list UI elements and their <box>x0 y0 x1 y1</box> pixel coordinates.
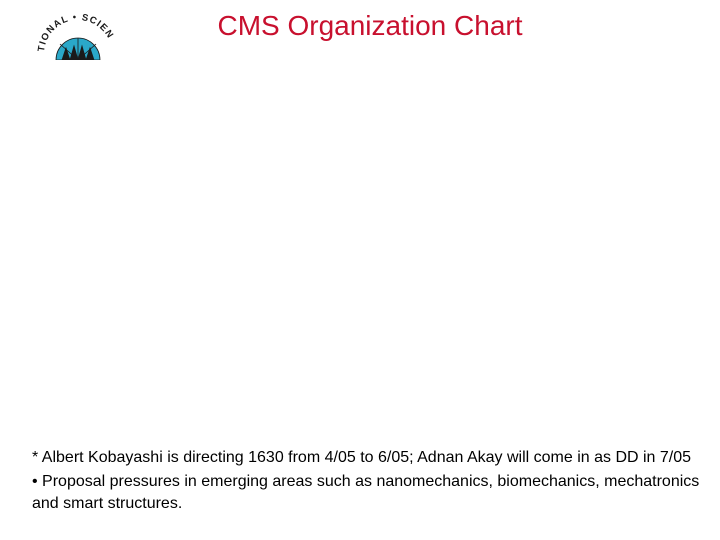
note-proposal-pressures: • Proposal pressures in emerging areas such as nanomechanics, biomechanics, mechatronics and smart structures. <box>32 473 700 512</box>
org-chart-area <box>20 60 700 440</box>
logo-globe <box>56 38 100 60</box>
note-kobayashi: * Albert Kobayashi is directing 1630 from 4/05 to 6/05; Adnan Akay will come in as DD in 7/05 <box>32 449 692 466</box>
nsf-seal-icon <box>36 10 120 60</box>
logo-arc-text: TIONAL • SCIEN <box>36 11 116 53</box>
slide-notes <box>32 447 702 515</box>
slide-title: CMS Organization Chart <box>217 10 523 41</box>
